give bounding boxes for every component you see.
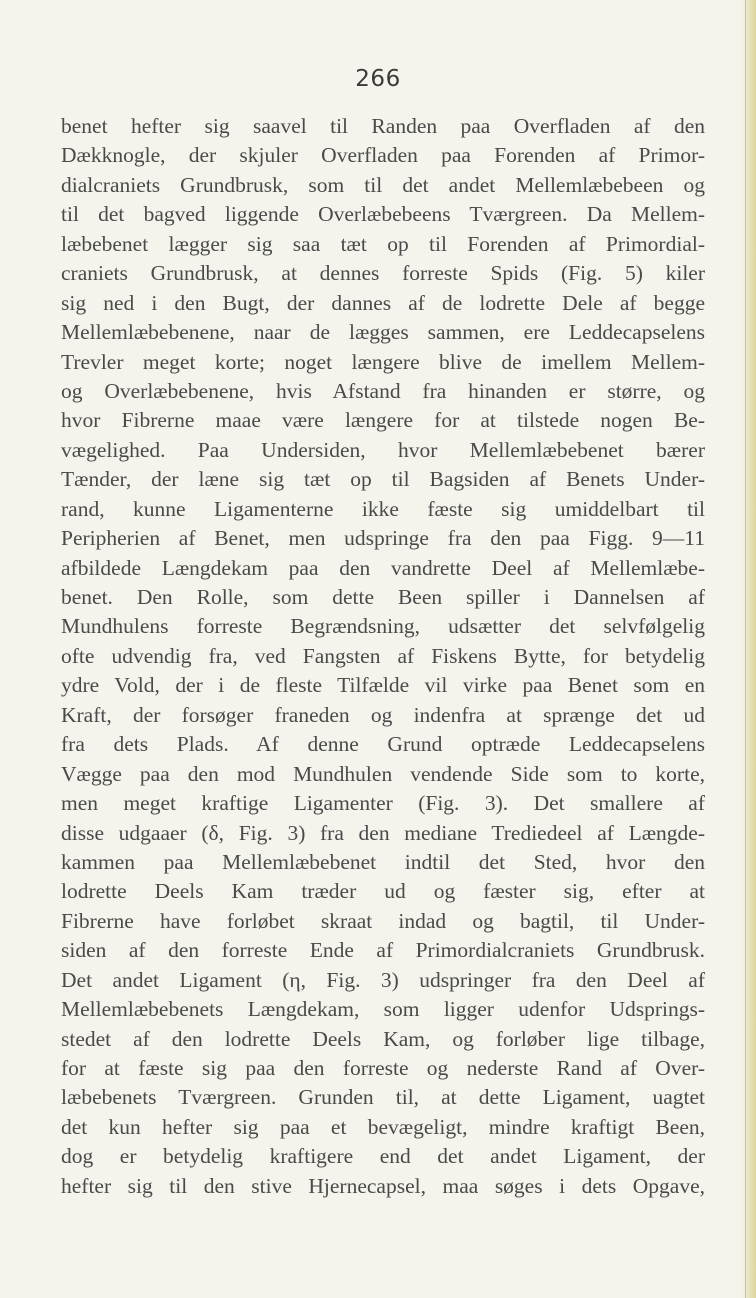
text-line: ydre Vold, der i de fleste Tilfælde vil virke paa Benet som en xyxy=(61,673,705,698)
text-line: vægelighed. Paa Undersiden, hvor Mellemlæbebenet bærer xyxy=(61,437,705,462)
text-line: læbebenet lægger sig saa tæt op til Forenden af Primordial- xyxy=(61,231,705,256)
text-line: craniets Grundbrusk, at dennes forreste Spids (Fig. 5) kiler xyxy=(61,261,705,286)
text-line: siden af den forreste Ende af Primordialcraniets Grundbrusk. xyxy=(61,938,705,963)
text-line: Mellemlæbebenets Længdekam, som ligger udenfor Udsprings- xyxy=(61,997,705,1022)
text-line: afbildede Længdekam paa den vandrette Deel af Mellemlæbe- xyxy=(61,555,705,580)
text-line: læbebenets Tværgreen. Grunden til, at dette Ligament, uagtet xyxy=(61,1085,705,1110)
text-line: Dækknogle, der skjuler Overfladen paa Forenden af Primor- xyxy=(61,143,705,168)
page-number: 266 xyxy=(355,66,401,92)
text-line: hvor Fibrerne maae være længere for at tilstede nogen Be- xyxy=(61,408,705,433)
text-line: Kraft, der forsøger franeden og indenfra at sprænge det ud xyxy=(61,702,705,727)
text-line: lodrette Deels Kam træder ud og fæster sig, efter at xyxy=(61,879,705,904)
text-line: Mellemlæbebenene, naar de lægges sammen, ere Leddecapselens xyxy=(61,320,705,345)
text-line: Trevler meget korte; noget længere blive de imellem Mellem- xyxy=(61,349,705,374)
text-line: Fibrerne have forløbet skraat indad og bagtil, til Under- xyxy=(61,908,705,933)
text-line: dog er betydelig kraftigere end det andet Ligament, der xyxy=(61,1144,705,1169)
text-line: det kun hefter sig paa et bevægeligt, mindre kraftigt Been, xyxy=(61,1114,705,1139)
text-line: kammen paa Mellemlæbebenet indtil det Sted, hvor den xyxy=(61,849,705,874)
text-line: Tænder, der læne sig tæt op til Bagsiden af Benets Under- xyxy=(61,467,705,492)
text-line: Det andet Ligament (η, Fig. 3) udspringer fra den Deel af xyxy=(61,967,705,992)
text-line: rand, kunne Ligamenterne ikke fæste sig umiddelbart til xyxy=(61,496,705,521)
text-line: til det bagved liggende Overlæbebeens Tværgreen. Da Mellem- xyxy=(61,202,705,227)
text-line: Peripherien af Benet, men udspringe fra den paa Figg. 9—11 xyxy=(61,526,705,551)
text-line: hefter sig til den stive Hjernecapsel, maa søges i dets Opgave, xyxy=(61,1173,705,1198)
text-line: for at fæste sig paa den forreste og nederste Rand af Over- xyxy=(61,1056,705,1080)
text-line: fra dets Plads. Af denne Grund optræde Leddecapselens xyxy=(61,732,705,757)
text-line: og Overlæbebenene, hvis Afstand fra hinanden er større, og xyxy=(61,378,705,403)
body-text xyxy=(61,112,705,1201)
text-line: Mundhulens forreste Begrændsning, udsætter det selvfølgelig xyxy=(61,614,705,639)
text-line: benet hefter sig saavel til Randen paa Overfladen af den xyxy=(61,114,705,138)
text-line: stedet af den lodrette Deels Kam, og forløber lige tilbage, xyxy=(61,1026,705,1051)
text-line: men meget kraftige Ligamenter (Fig. 3). Det smallere af xyxy=(61,791,705,816)
text-line: disse udgaaer (δ, Fig. 3) fra den mediane Trediedeel af Længde- xyxy=(61,820,705,845)
text-line: Vægge paa den mod Mundhulen vendende Side som to korte, xyxy=(61,761,705,786)
text-line: dialcraniets Grundbrusk, som til det andet Mellemlæbebeen og xyxy=(61,172,705,197)
text-line: benet. Den Rolle, som dette Been spiller i Dannelsen af xyxy=(61,585,705,609)
text-line: sig ned i den Bugt, der dannes af de lodrette Dele af begge xyxy=(61,290,705,315)
page-edge-line xyxy=(745,0,746,1298)
text-line: ofte udvendig fra, ved Fangsten af Fiskens Bytte, for betydelig xyxy=(61,643,705,668)
